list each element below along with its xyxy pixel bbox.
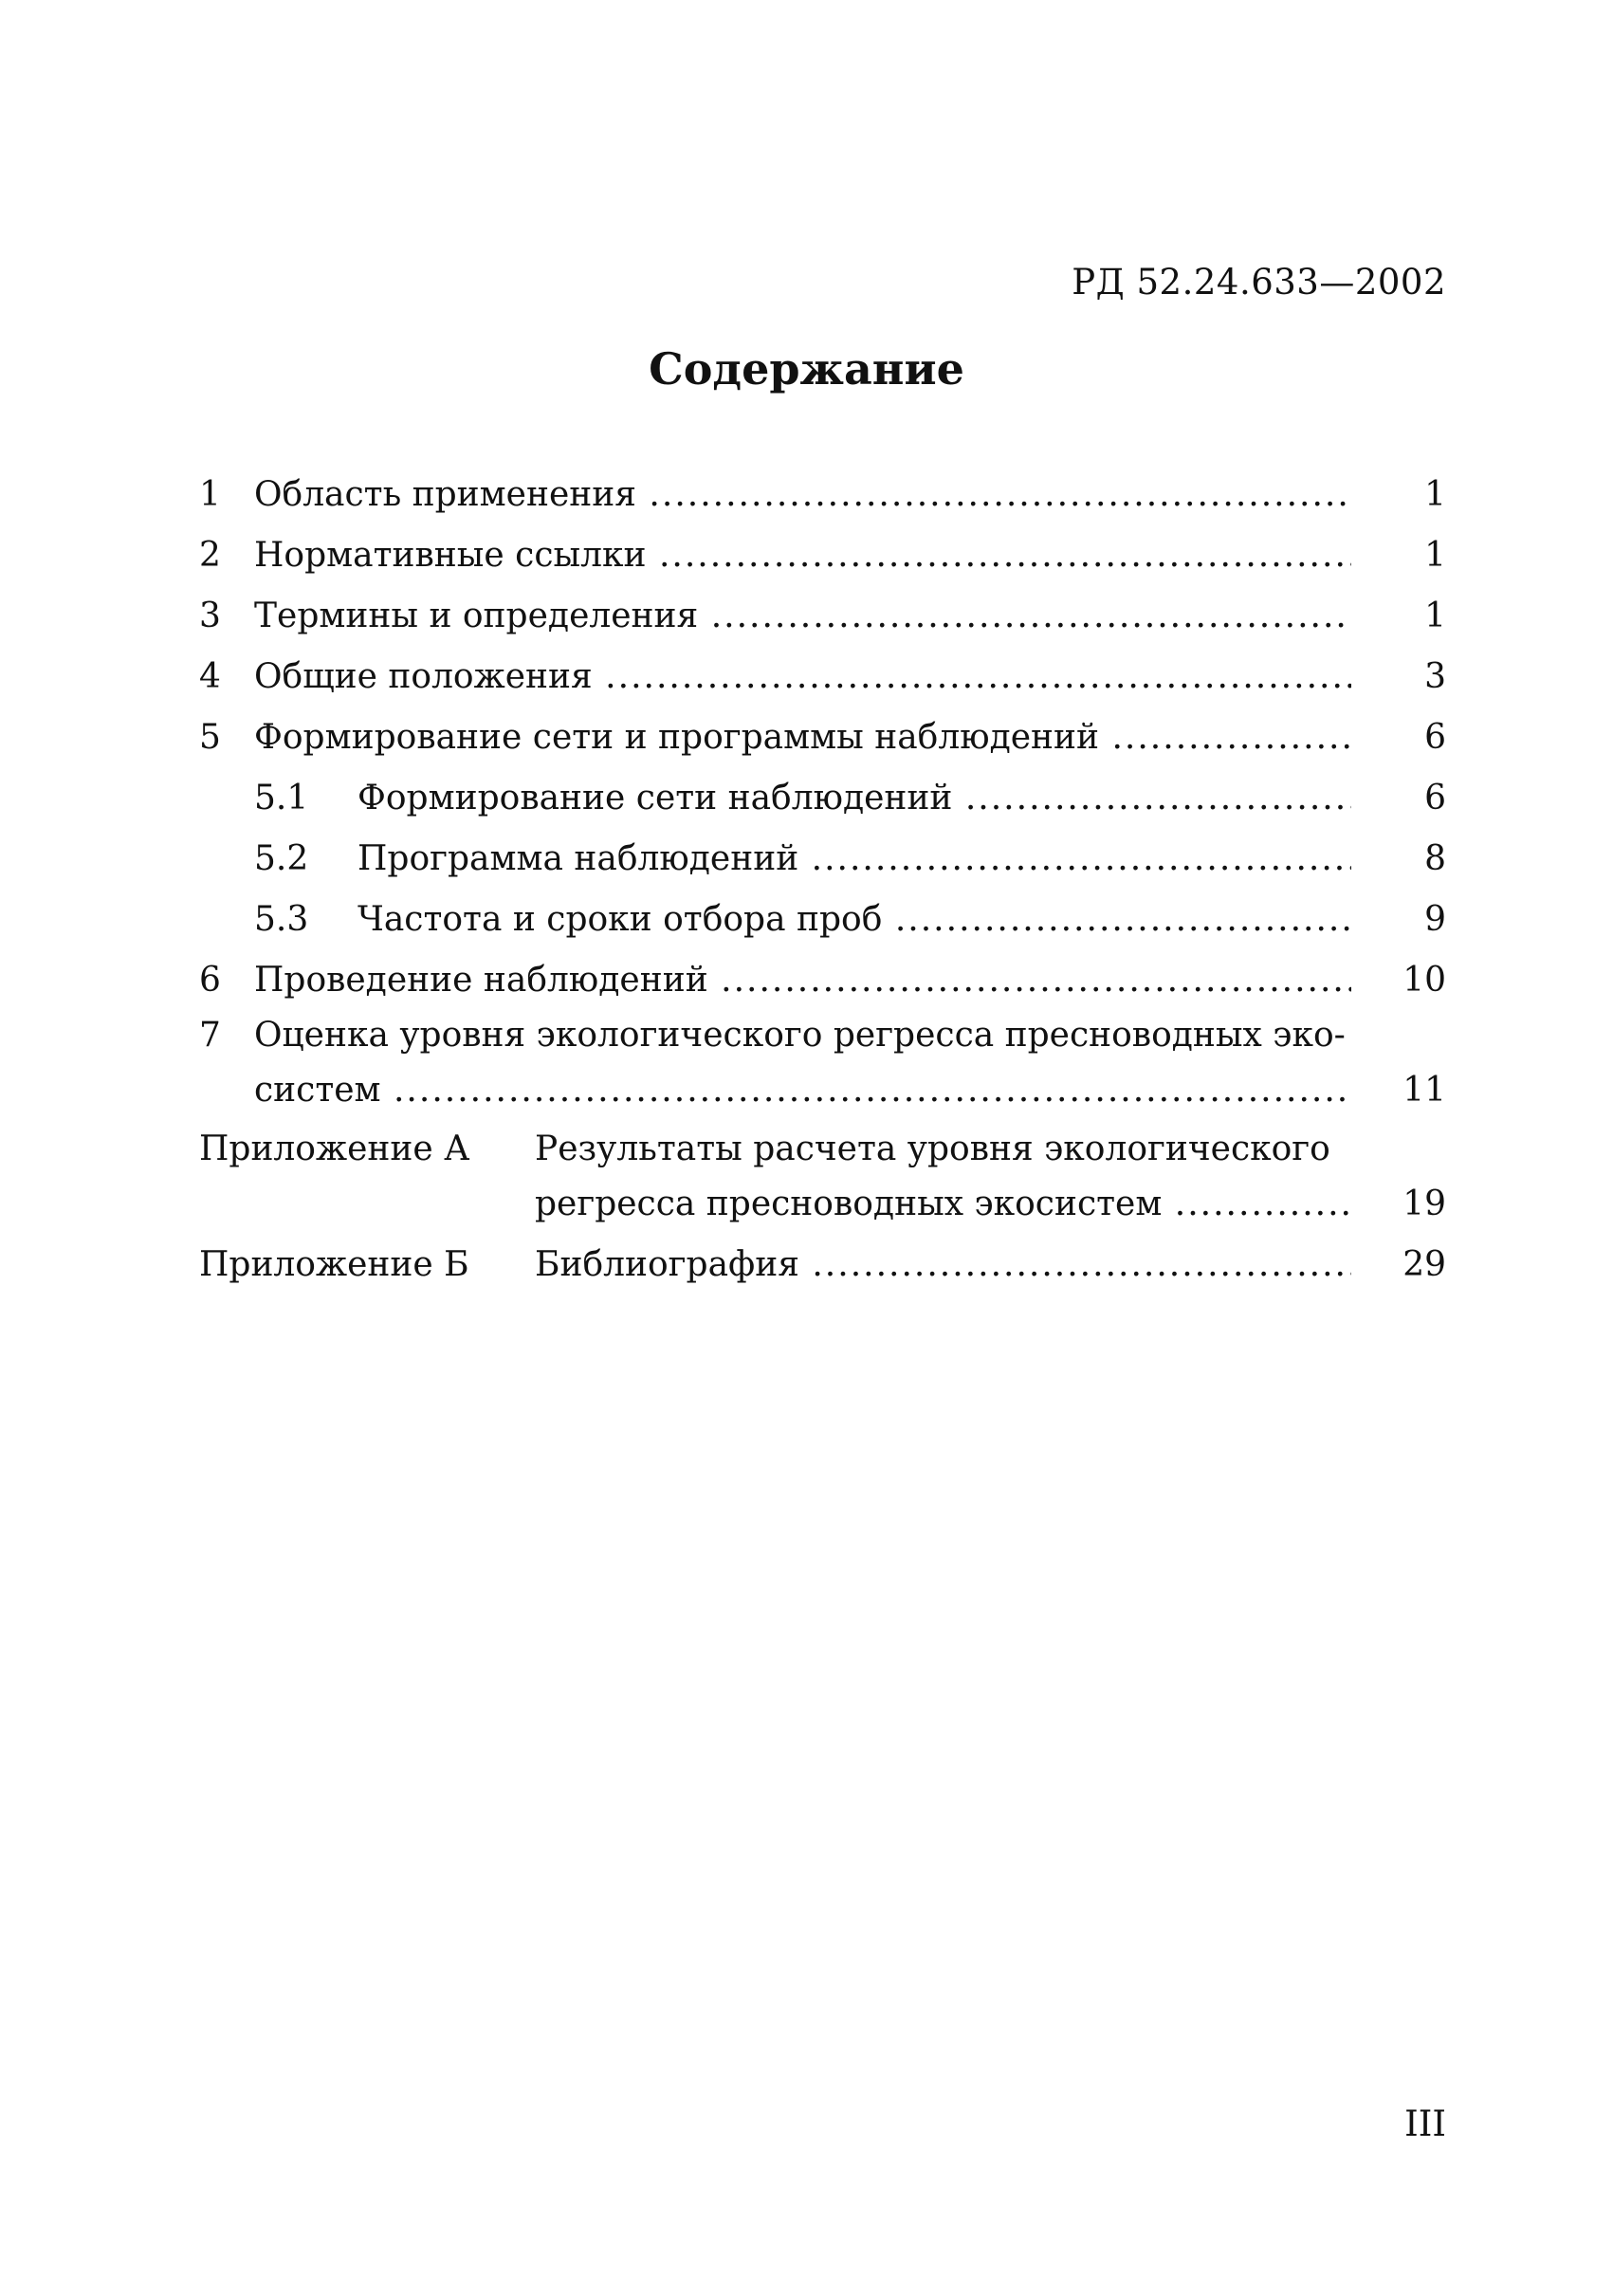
toc-entry [199, 1011, 1446, 1060]
toc-entry-page: 1 [1424, 475, 1446, 514]
toc-entry-title: Термины и определения ..... [254, 586, 1351, 647]
document-code: РД 52.24.633—2002 [1072, 262, 1446, 303]
toc-entry [199, 586, 1446, 647]
toc-entry-title: Программа наблюдений ..... [357, 829, 1351, 890]
toc-entry-title: Нормативные ссылки ..... [254, 525, 1351, 586]
toc-entry-page: 11 [1402, 1071, 1446, 1110]
toc-entry-title: Результаты расчета уровня экологического [535, 1130, 1330, 1168]
toc-entry-page: 6 [1424, 779, 1446, 817]
toc-entry-continuation [199, 1060, 1446, 1121]
appendix-label: Приложение Б [199, 1245, 469, 1284]
toc-entry [199, 525, 1446, 586]
toc-entry-title: Общие положения ..... [254, 647, 1351, 707]
toc-appendix [199, 1125, 1446, 1174]
toc-entry-number: 5.1 [254, 779, 309, 817]
toc-entry-title: Формирование сети и программы наблюдений ..... [254, 707, 1351, 768]
toc-entry-number: 2 [199, 536, 221, 575]
appendix-label: Приложение А [199, 1130, 470, 1168]
toc-entry [199, 465, 1446, 525]
toc-entry [199, 950, 1446, 1011]
toc-entry-title: Формирование сети наблюдений ..... [357, 768, 1351, 829]
toc-entry-number: 3 [199, 597, 221, 635]
page-title: Содержание [649, 343, 964, 395]
toc-entry-number: 5 [199, 718, 221, 757]
toc-entry-number: 5.3 [254, 900, 309, 939]
toc-entry-number: 1 [199, 475, 221, 514]
toc-entry-page: 1 [1424, 536, 1446, 575]
table-of-contents [199, 465, 1446, 1295]
toc-entry-number: 7 [199, 1016, 221, 1055]
toc-entry-title: Библиография ..... [535, 1235, 1351, 1295]
toc-entry [199, 707, 1446, 768]
toc-entry-page: 6 [1424, 718, 1446, 757]
toc-subentry [199, 829, 1446, 890]
toc-entry-number: 6 [199, 961, 221, 1000]
toc-entry [199, 647, 1446, 707]
toc-entry-title: Проведение наблюдений ..... [254, 950, 1351, 1011]
toc-entry-title-continued: регресса пресноводных экосистем ..... [535, 1174, 1351, 1235]
toc-subentry [199, 768, 1446, 829]
toc-entry-page: 9 [1424, 900, 1446, 939]
toc-entry-number: 5.2 [254, 839, 309, 878]
toc-entry-page: 3 [1424, 657, 1446, 696]
toc-entry-page: 8 [1424, 839, 1446, 878]
toc-entry-page: 29 [1402, 1245, 1446, 1284]
toc-subentry [199, 890, 1446, 950]
toc-entry-title-continued: систем ..... [254, 1060, 1351, 1121]
page-number: III [1404, 2103, 1446, 2144]
toc-entry-page: 1 [1424, 597, 1446, 635]
toc-entry-title: Оценка уровня экологического регресса пресноводных эко- [254, 1016, 1346, 1055]
toc-entry-page: 10 [1402, 961, 1446, 1000]
toc-entry-title: Частота и сроки отбора проб ..... [357, 890, 1351, 950]
toc-entry-page: 19 [1402, 1185, 1446, 1223]
toc-entry-title: Область применения ..... [254, 465, 1351, 525]
toc-appendix [199, 1235, 1446, 1295]
toc-entry-number: 4 [199, 657, 221, 696]
toc-appendix-continuation [199, 1174, 1446, 1235]
